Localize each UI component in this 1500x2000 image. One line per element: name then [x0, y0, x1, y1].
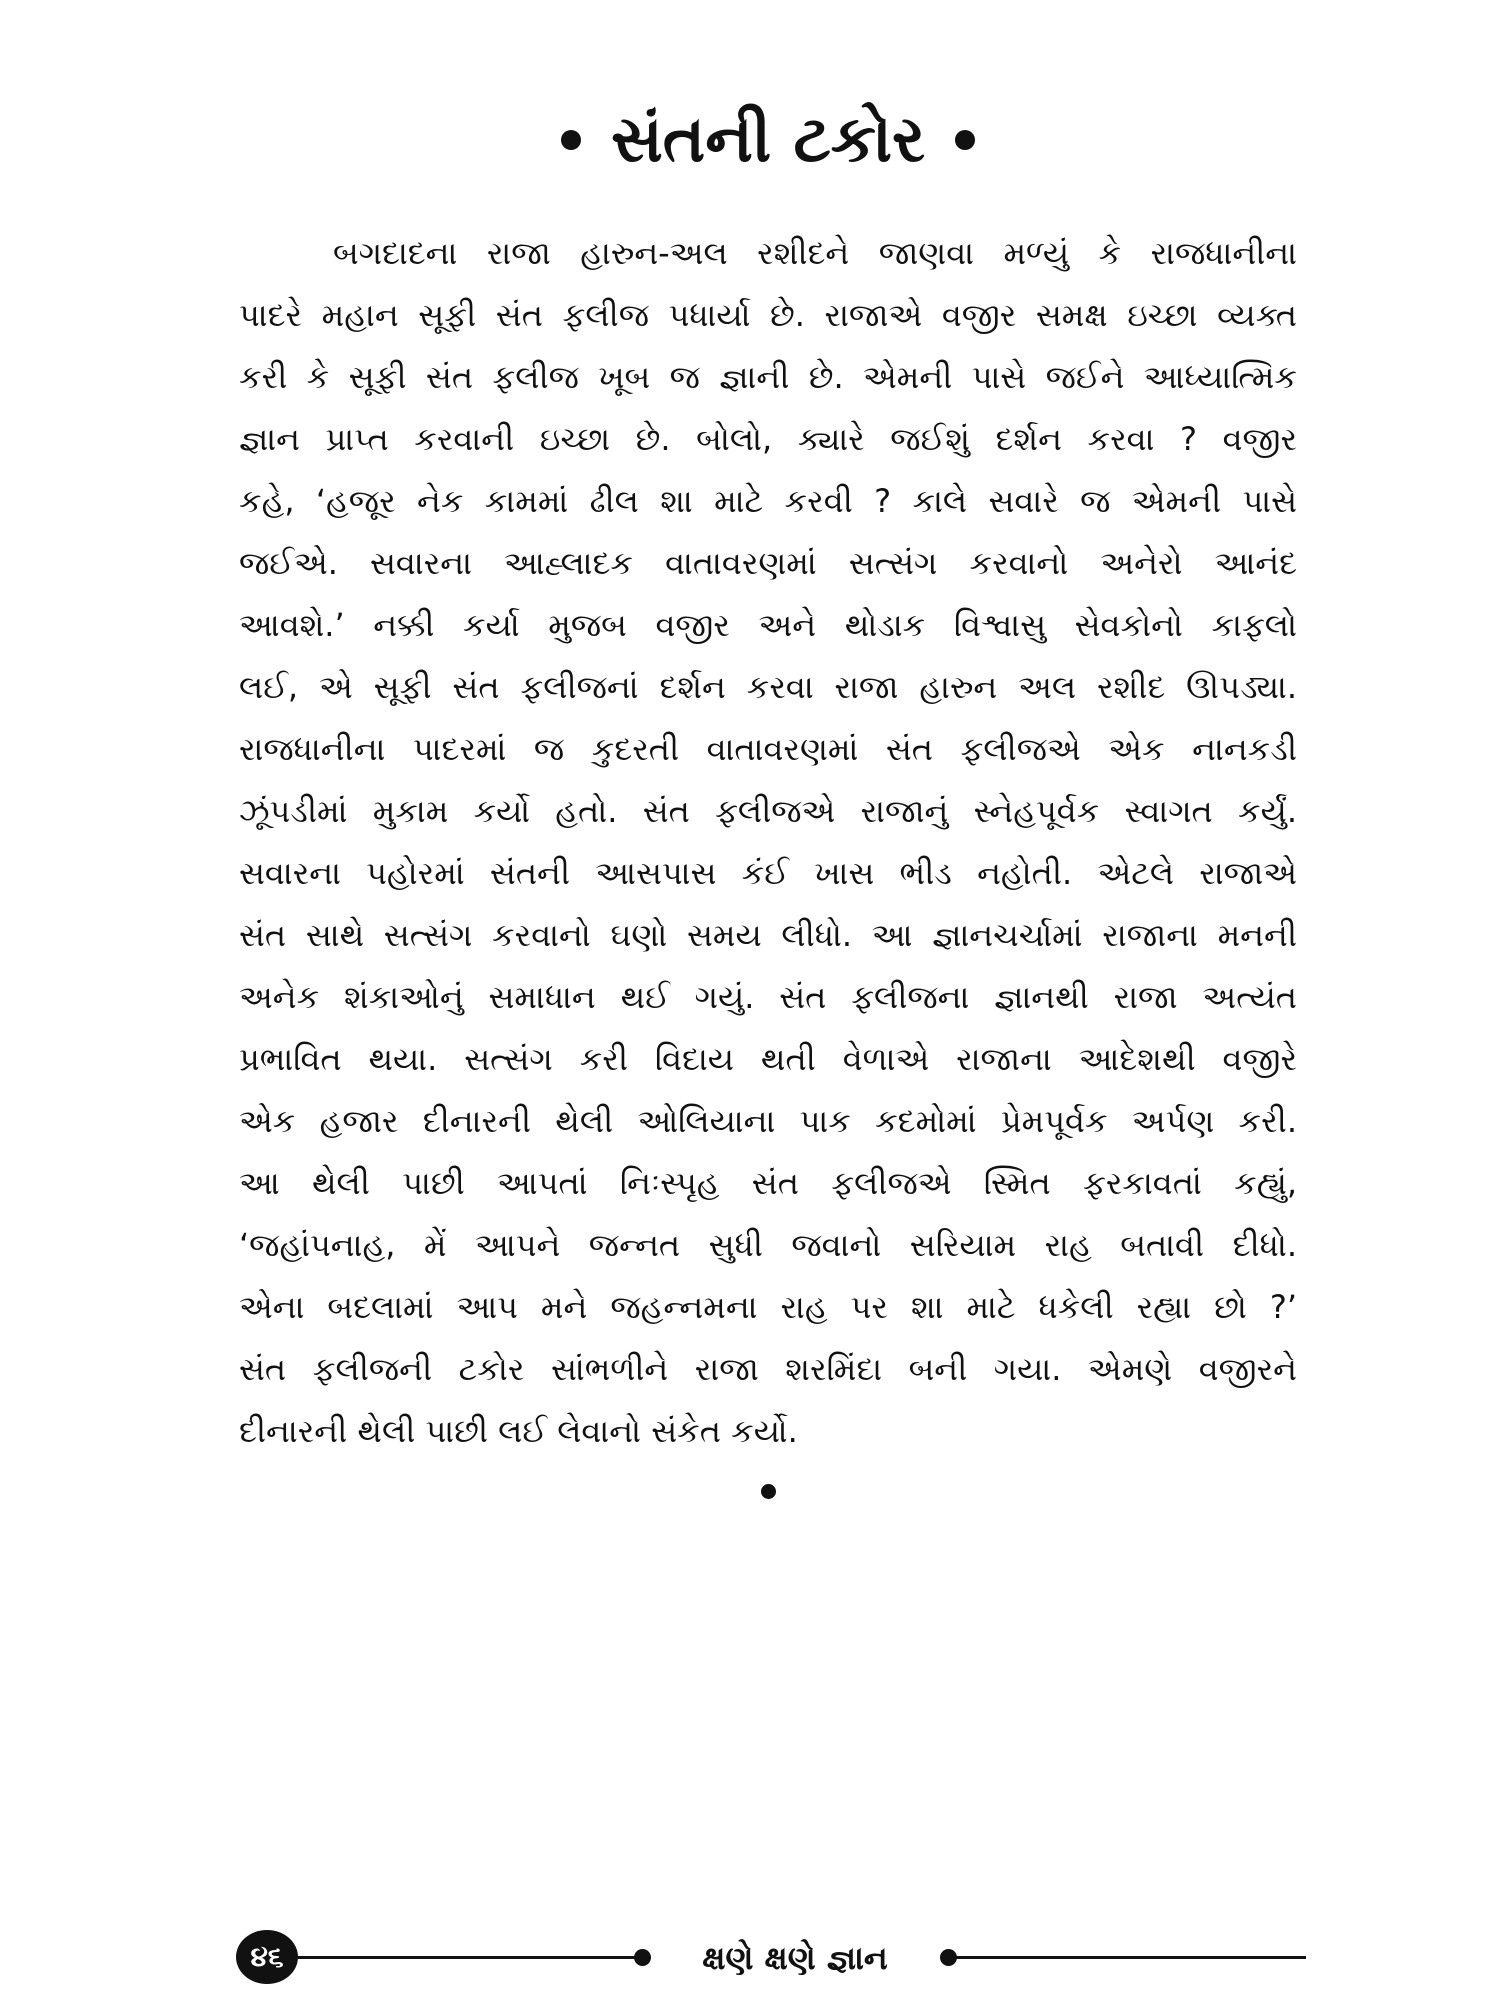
footer-rule-right: [952, 1956, 1306, 1959]
paragraph-line: કહે, ‘હજૂર નેક કામમાં ઢીલ શા માટે કરવી ? કાલે સવારે જ એમની પાસે: [239, 482, 1297, 520]
paragraph-line: લઈ, એ સૂફી સંત ફલીજનાં દર્શન કરવા રાજા હારુન અલ રશીદ ઊપડ્યા.: [239, 668, 1297, 706]
paragraph-line: એક હજાર દીનારની થેલી ઓલિયાના પાક કદમોમાં પ્રેમપૂર્વક અર્પણ કરી.: [239, 1102, 1297, 1140]
paragraph-line: ‘જહાંપનાહ, મેં આપને જન્નત સુધી જવાનો સરિયામ રાહ બતાવી દીધો.: [239, 1226, 1297, 1264]
paragraph-line: કરી કે સૂફી સંત ફલીજ ખૂબ જ જ્ઞાની છે. એમની પાસે જઈને આધ્યાત્મિક: [239, 358, 1297, 396]
paragraph-line: સંત ફલીજની ટકોર સાંભળીને રાજા શરમિંદા બની ગયા. એમણે વજીરને: [239, 1350, 1297, 1388]
paragraph-line: આ થેલી પાછી આપતાં નિઃસ્પૃહ સંત ફલીજએ સ્મિત ફરકાવતાં કહ્યું,: [239, 1164, 1297, 1202]
paragraph-line: પ્રભાવિત થયા. સત્સંગ કરી વિદાય થતી વેળાએ રાજાના આદેશથી વજીરે: [239, 1040, 1297, 1078]
footer-rule-left: [298, 1956, 642, 1959]
paragraph-line: દીનારની થેલી પાછી લઈ લેવાનો સંકેત કર્યો.: [239, 1412, 798, 1450]
paragraph-line: સવારના પહોરમાં સંતની આસપાસ કંઈ ખાસ ભીડ નહોતી. એટલે રાજાએ: [239, 854, 1297, 892]
page-footer: [236, 1928, 1306, 1988]
page-number: ૪૬: [236, 1930, 298, 1984]
paragraph-line: પાદરે મહાન સૂફી સંત ફલીજ પધાર્યા છે. રાજાએ વજીર સમક્ષ ઇચ્છા વ્યક્ત: [239, 296, 1297, 334]
story-paragraph: [239, 222, 1297, 1462]
paragraph-line: એના બદલામાં આપ મને જહન્નમના રાહ પર શા માટે ધકેલી રહ્યા છો ?’: [239, 1288, 1297, 1326]
footer-book-title: ક્ષણે ક્ષણે જ્ઞાન: [702, 1939, 888, 1977]
paragraph-line: જ્ઞાન પ્રાપ્ત કરવાની ઇચ્છા છે. બોલો, ક્યારે જઈશું દર્શન કરવા ? વજીર: [239, 420, 1297, 458]
paragraph-line: રાજધાનીના પાદરમાં જ કુદરતી વાતાવરણમાં સંત ફલીજએ એક નાનકડી: [239, 730, 1297, 768]
section-end-bullet: [761, 1484, 776, 1499]
paragraph-line: સંત સાથે સત્સંગ કરવાનો ઘણો સમય લીધો. આ જ્ઞાનચર્ચામાં રાજાના મનની: [239, 916, 1297, 954]
heading-bullet-right: [955, 130, 975, 150]
chapter-heading: [0, 100, 1500, 180]
paragraph-line: જઈએ. સવારના આહ્લાદક વાતાવરણમાં સત્સંગ કરવાનો અનેરો આનંદ: [239, 544, 1297, 582]
paragraph-line: આવશે.’ નક્કી કર્યા મુજબ વજીર અને થોડાક વિશ્વાસુ સેવકોનો કાફલો: [239, 606, 1297, 644]
paragraph-line: બગદાદના રાજા હારુન-અલ રશીદને જાણવા મળ્યું કે રાજધાનીના: [333, 234, 1297, 272]
chapter-title: સંતની ટકોર: [610, 103, 926, 177]
footer-bullet-left: [634, 1949, 651, 1966]
paragraph-line: ઝૂંપડીમાં મુકામ કર્યો હતો. સંત ફલીજએ રાજાનું સ્નેહપૂર્વક સ્વાગત કર્યું.: [239, 792, 1297, 830]
heading-bullet-left: [561, 130, 581, 150]
paragraph-line: અનેક શંકાઓનું સમાધાન થઈ ગયું. સંત ફલીજના જ્ઞાનથી રાજા અત્યંત: [239, 978, 1297, 1016]
